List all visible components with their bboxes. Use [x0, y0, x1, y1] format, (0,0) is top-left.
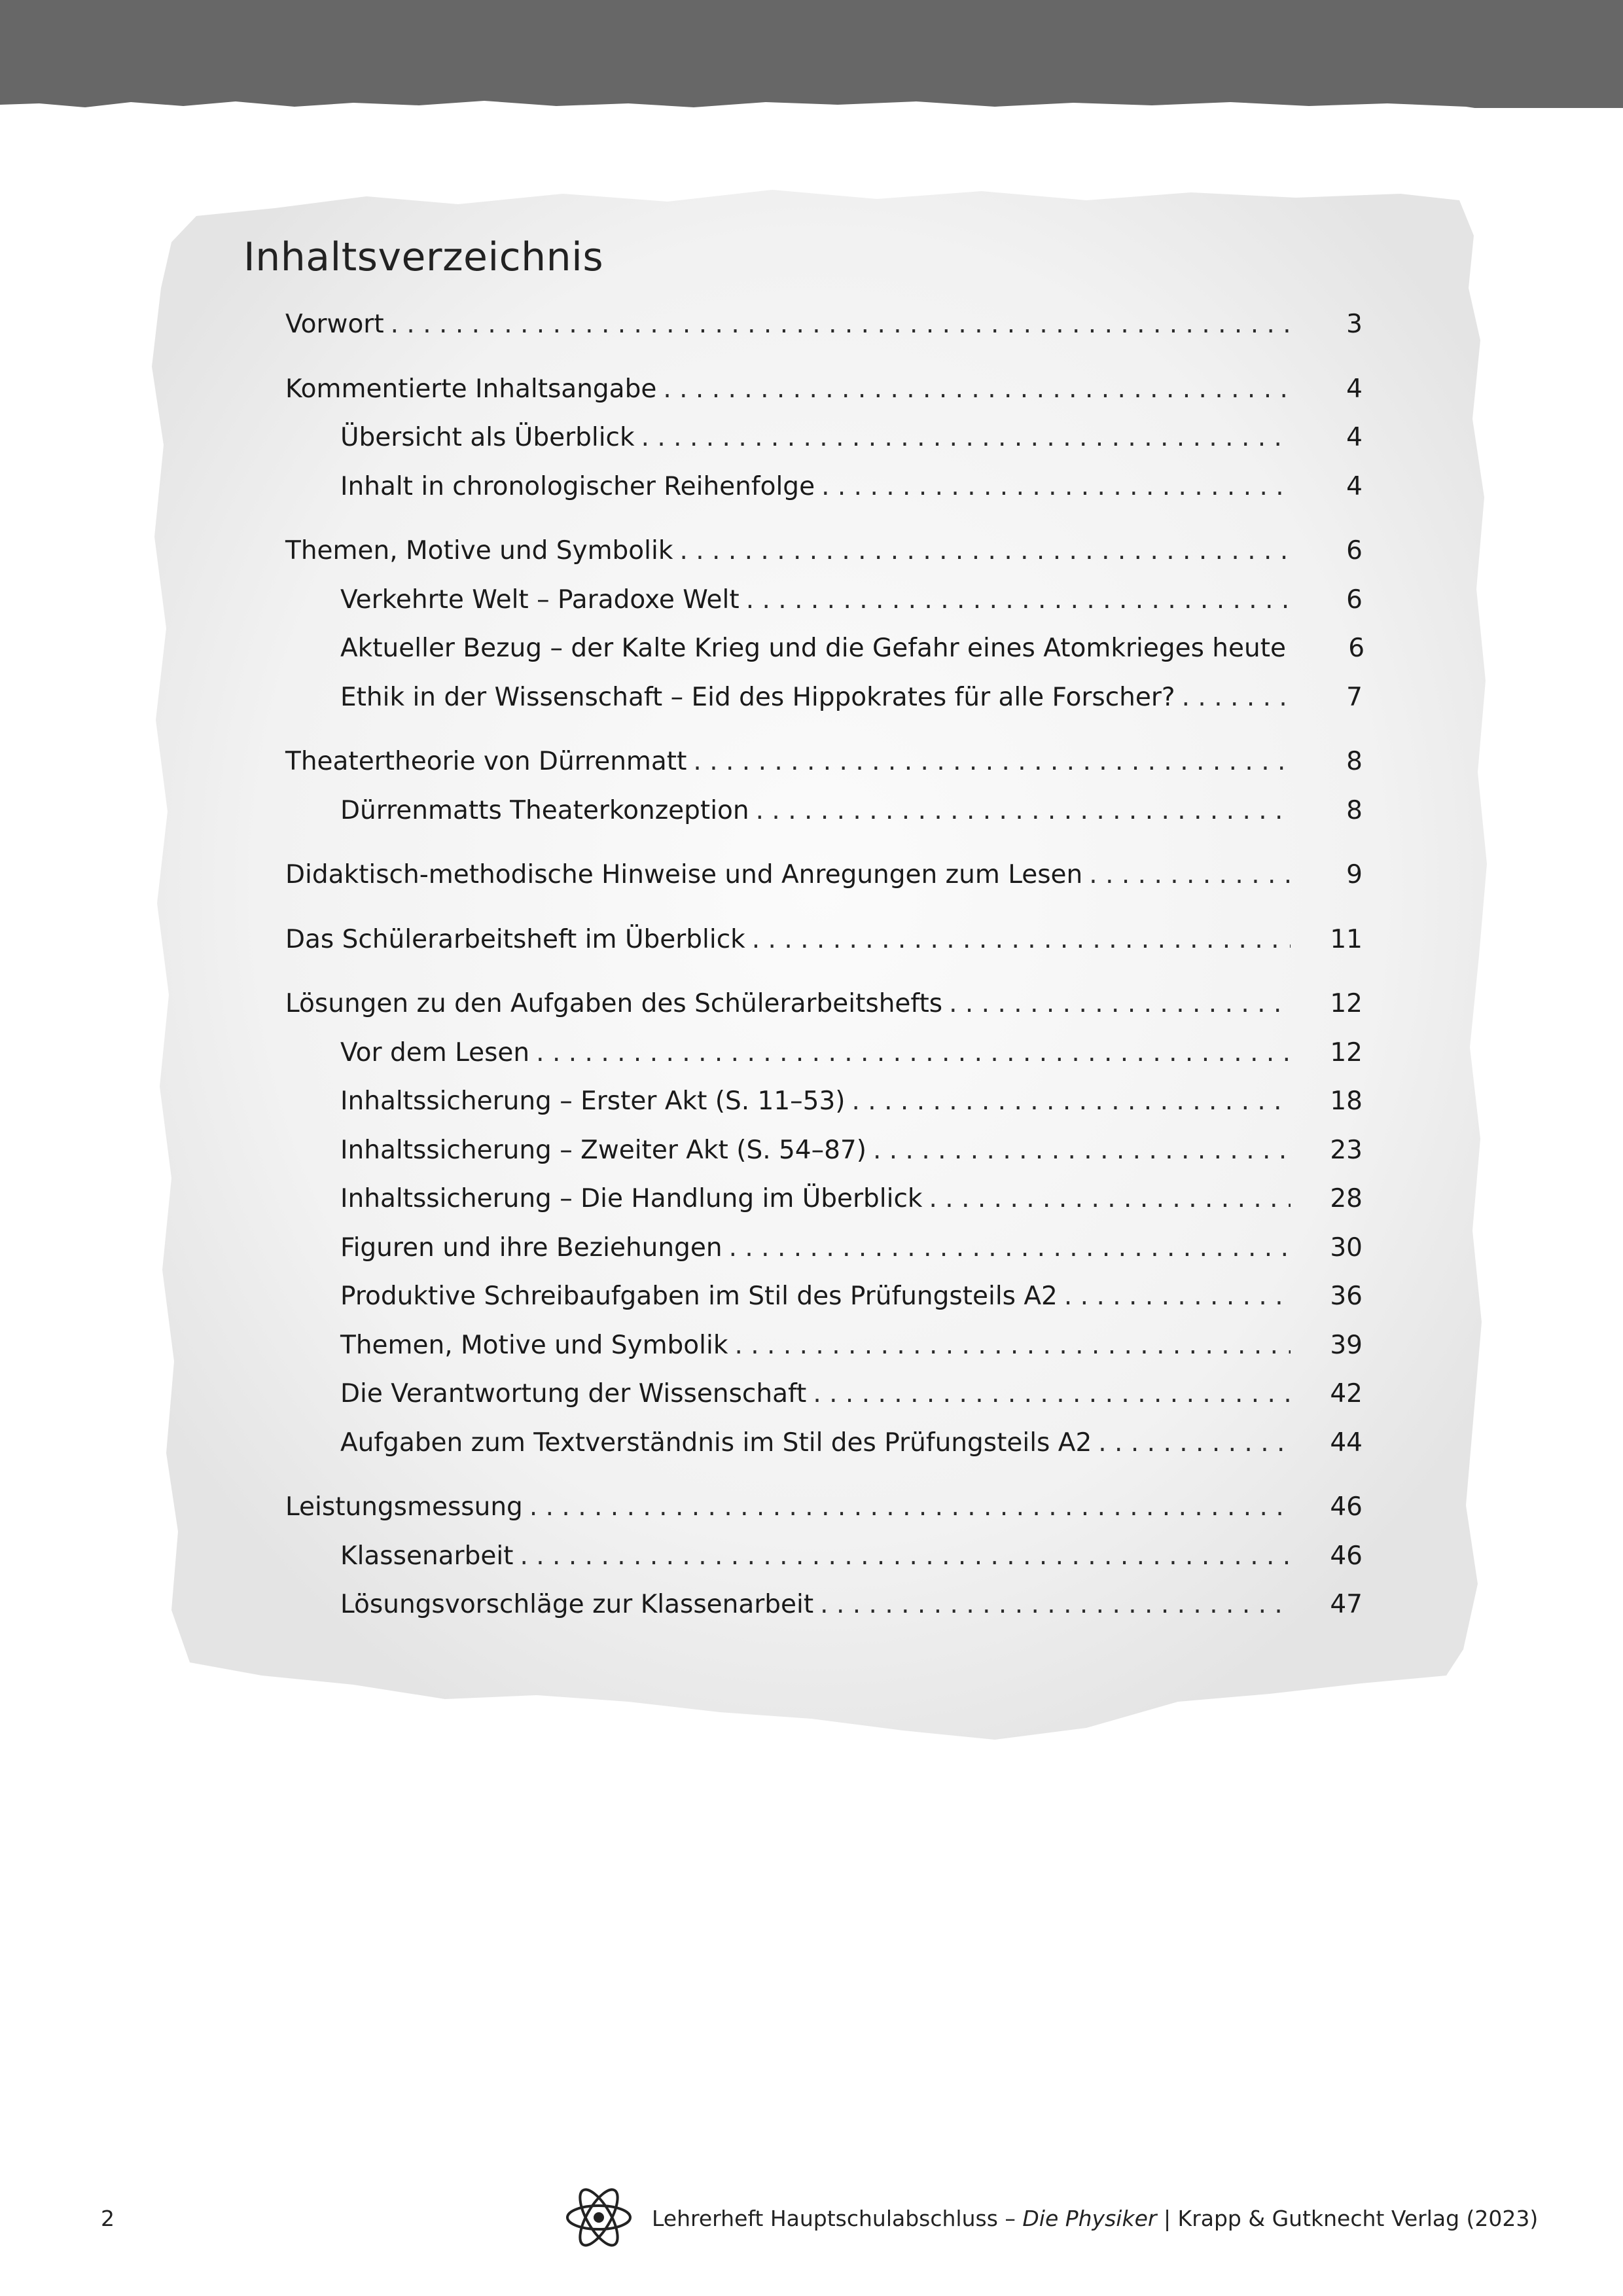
dot-leader	[1064, 1277, 1291, 1316]
toc-entry-label: Leistungsmessung	[285, 1492, 523, 1522]
toc-entry-label: Verkehrte Welt – Paradoxe Welt	[340, 584, 740, 615]
dot-leader	[1182, 678, 1291, 717]
toc-entry-page: 6	[1346, 536, 1363, 565]
toc-entry	[340, 418, 1363, 457]
toc-entry-label: Lösungsvorschläge zur Klassenarbeit	[340, 1590, 814, 1619]
toc-entry	[340, 678, 1363, 717]
toc-entry-label: Lösungen zu den Aufgaben des Schülerarbeitshefts	[285, 989, 943, 1018]
toc-entry-label: Aufgaben zum Textverständnis im Stil des Prüfungsteils A2	[340, 1427, 1092, 1458]
toc-entry-label: Ethik in der Wissenschaft – Eid des Hippokrates für alle Forscher?	[340, 682, 1175, 712]
toc-entry	[340, 1033, 1363, 1073]
dot-leader	[693, 742, 1291, 781]
toc-entry-page: 30	[1330, 1232, 1363, 1263]
toc-entry-page: 28	[1330, 1184, 1363, 1213]
toc-entry-label: Das Schülerarbeitsheft im Überblick	[285, 924, 745, 954]
toc-entry-page: 46	[1330, 1492, 1363, 1522]
toc-entry-label: Klassenarbeit	[340, 1541, 514, 1571]
dot-leader	[821, 467, 1291, 507]
toc-entry-label: Figuren und ihre Beziehungen	[340, 1232, 722, 1263]
toc-entry-page: 39	[1330, 1330, 1363, 1360]
toc-entry-label: Themen, Motive und Symbolik	[285, 536, 673, 565]
toc-entry-page: 6	[1348, 634, 1365, 663]
toc-entry-label: Theatertheorie von Dürrenmatt	[285, 747, 687, 776]
toc-entry-label: Inhaltssicherung – Die Handlung im Überblick	[340, 1184, 923, 1213]
toc-entry-page: 4	[1346, 374, 1363, 404]
toc-entry-page: 36	[1330, 1282, 1363, 1311]
toc-entry-page: 46	[1330, 1541, 1363, 1571]
toc-entry	[340, 581, 1363, 620]
toc-entry-label: Produktive Schreibaufgaben im Stil des Prüfungsteils A2	[340, 1282, 1058, 1311]
toc-entry	[340, 1179, 1363, 1219]
dot-leader	[679, 531, 1291, 571]
toc-entry-page: 18	[1330, 1086, 1363, 1116]
dot-leader	[1098, 1424, 1291, 1463]
toc-entry-label: Die Verantwortung der Wissenschaft	[340, 1379, 807, 1408]
toc-entry-label: Dürrenmatts Theaterkonzeption	[340, 795, 749, 825]
toc-entry-label: Didaktisch-methodische Hinweise und Anregungen zum Lesen	[285, 860, 1083, 889]
toc-entry-page: 23	[1330, 1135, 1363, 1165]
toc-entry	[285, 984, 1363, 1024]
toc-entry	[340, 1326, 1363, 1365]
toc-entry-label: Inhalt in chronologischer Reihenfolge	[340, 471, 815, 501]
toc-entry-page: 6	[1346, 584, 1363, 615]
toc-entry-page: 3	[1346, 310, 1363, 339]
toc-entry-page: 9	[1346, 860, 1363, 889]
dot-leader	[820, 1585, 1291, 1624]
toc-entry	[285, 531, 1363, 571]
dot-leader	[663, 370, 1291, 409]
dot-leader	[929, 1179, 1291, 1219]
toc-entry-page: 7	[1346, 682, 1363, 712]
toc-entry-page: 12	[1330, 1037, 1363, 1067]
toc-entry	[340, 1131, 1363, 1170]
toc-entry-page: 42	[1330, 1379, 1363, 1408]
toc-entry-page: 4	[1346, 471, 1363, 501]
toc-entry	[285, 370, 1363, 409]
dot-leader	[734, 1326, 1291, 1365]
dot-leader	[520, 1537, 1291, 1576]
toc-entry	[340, 791, 1363, 831]
atom-icon	[563, 2181, 635, 2253]
toc-entry	[340, 1082, 1363, 1121]
toc-entry	[340, 629, 1363, 668]
dot-leader	[873, 1131, 1291, 1170]
dot-leader	[529, 1488, 1291, 1527]
toc-entry-page: 47	[1330, 1590, 1363, 1619]
toc-entry-page: 12	[1330, 989, 1363, 1018]
toc-entry	[285, 1488, 1363, 1527]
table-of-contents	[285, 0, 1363, 1767]
dot-leader	[949, 984, 1291, 1024]
toc-entry	[340, 1229, 1363, 1268]
dot-leader	[729, 1229, 1291, 1268]
dot-leader	[391, 305, 1291, 344]
toc-entry-page: 44	[1330, 1427, 1363, 1458]
toc-entry	[285, 855, 1363, 895]
footer-book-title: Die Physiker	[1022, 2206, 1157, 2231]
toc-entry	[340, 1537, 1363, 1576]
toc-entry	[340, 467, 1363, 507]
dot-leader	[641, 418, 1291, 457]
dot-leader	[536, 1033, 1291, 1073]
toc-entry	[340, 1277, 1363, 1316]
page-number: 2	[101, 2206, 115, 2231]
dot-leader	[752, 920, 1291, 960]
toc-entry-label: Aktueller Bezug – der Kalte Krieg und die Gefahr eines Atomkrieges heute	[340, 634, 1287, 663]
toc-entry	[340, 1424, 1363, 1463]
toc-entry	[285, 920, 1363, 960]
toc-entry	[340, 1585, 1363, 1624]
toc-entry-label: Kommentierte Inhaltsangabe	[285, 374, 657, 404]
footer-citation	[652, 2206, 1538, 2231]
footer-series: Lehrerheft Hauptschulabschluss –	[652, 2206, 1023, 2231]
toc-entry	[285, 742, 1363, 781]
toc-entry-page: 4	[1346, 423, 1363, 452]
toc-entry-label: Vor dem Lesen	[340, 1037, 530, 1067]
toc-entry-label: Themen, Motive und Symbolik	[340, 1330, 728, 1360]
toc-entry-label: Vorwort	[285, 310, 384, 339]
dot-leader	[756, 791, 1291, 831]
dot-leader	[813, 1374, 1291, 1414]
dot-leader	[1089, 855, 1291, 895]
toc-entry-label: Übersicht als Überblick	[340, 423, 635, 452]
dot-leader	[852, 1082, 1291, 1121]
toc-entry-page: 8	[1346, 795, 1363, 825]
toc-entry-label: Inhaltssicherung – Zweiter Akt (S. 54–87)	[340, 1135, 866, 1165]
toc-entry	[285, 305, 1363, 344]
toc-entry	[340, 1374, 1363, 1414]
toc-entry-page: 11	[1330, 924, 1363, 954]
toc-entry-page: 8	[1346, 747, 1363, 776]
footer-publisher: | Krapp & Gutknecht Verlag (2023)	[1156, 2206, 1539, 2231]
toc-title: Inhaltsverzeichnis	[243, 234, 604, 280]
dot-leader	[746, 581, 1291, 620]
toc-entry-label: Inhaltssicherung – Erster Akt (S. 11–53)	[340, 1086, 846, 1116]
